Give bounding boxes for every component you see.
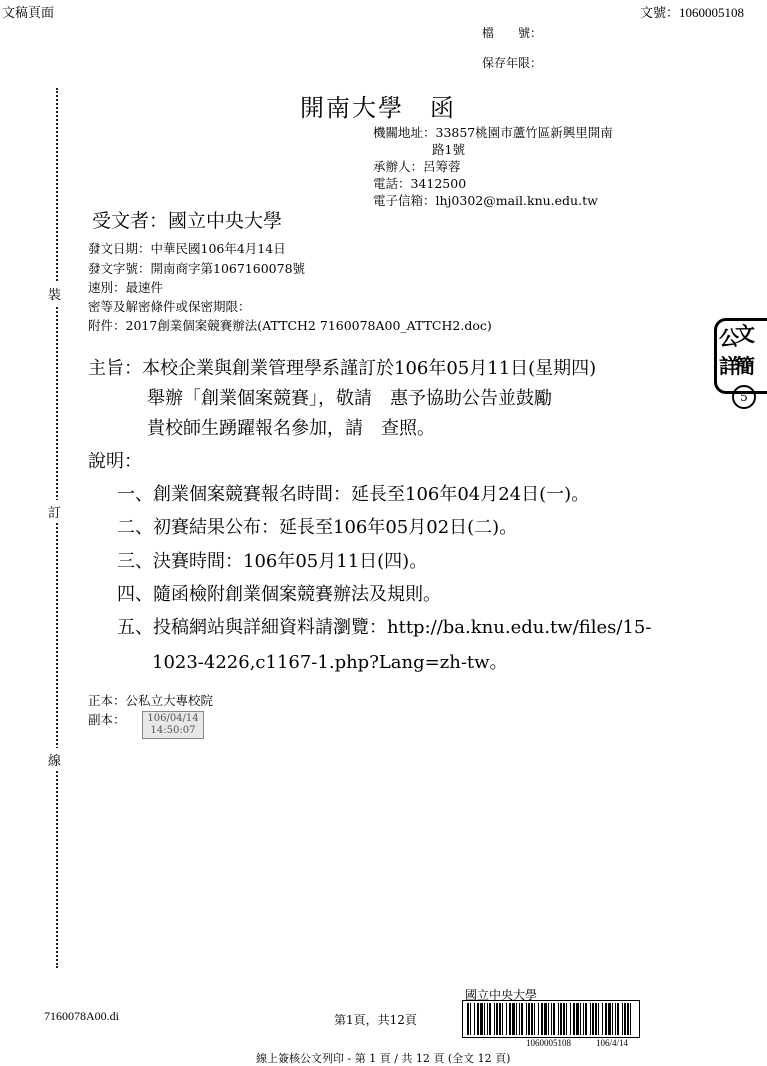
- document-number: 文號：1060005108: [639, 5, 744, 20]
- document-view-label: 文稿頁面: [2, 6, 55, 21]
- secrecy-level: 密等及解密條件或保密期限：: [88, 299, 251, 314]
- timestamp-stamp: [142, 711, 204, 739]
- barcode-number: 1060005108: [526, 1038, 571, 1048]
- subject-line2: 舉辦「創業個案競賽」，敬請 惠予協助公告並鼓勵: [147, 388, 552, 409]
- sender-address-line2: 路1號: [432, 142, 465, 157]
- timestamp-time: 14:50:07: [150, 725, 196, 736]
- stamp-number: 5: [732, 385, 756, 409]
- barcode-bars: [463, 1001, 639, 1037]
- subject-line1: 主旨：本校企業與創業管理學系謹訂於106年05月11日(星期四): [88, 358, 597, 379]
- explanation-item-3: 三、決賽時間：106年05月11日(四)。: [117, 551, 428, 572]
- stamp-char-gong: 公: [719, 326, 739, 350]
- letter-title: 開南大學 函: [300, 94, 456, 122]
- timestamp-date: 106/04/14: [147, 713, 199, 724]
- recipient: 受文者：國立中央大學: [92, 210, 283, 232]
- attachment: 附件：2017創業個案競賽辦法(ATTCH2 7160078A00_ATTCH2.doc): [88, 318, 492, 333]
- delivery-speed: 速別：最速件: [88, 280, 164, 295]
- sender-email: 電子信箱：lhj0302@mail.knu.edu.tw: [373, 193, 598, 208]
- main-recipient: 正本：公私立大專校院: [88, 693, 214, 708]
- stamp-char-wen: 文: [735, 322, 755, 346]
- explanation-item-5: 五、投稿網站與詳細資料請瀏覽：http://ba.knu.edu.tw/files/15-: [117, 617, 652, 638]
- subject-line3: 貴校師生踴躍報名參加，請 查照。: [147, 418, 435, 439]
- issue-date: 發文日期：中華民國106年4月14日: [88, 241, 286, 256]
- issue-number: 發文字號：開南商字第1067160078號: [88, 261, 306, 276]
- sender-address-line1: 機關地址：33857桃園市蘆竹區新興里開南: [373, 125, 613, 140]
- explanation-item-5-continued: 1023-4226,c1167-1.php?Lang=zh-tw。: [152, 652, 508, 673]
- file-number-label: 檔 號：: [482, 26, 543, 40]
- sender-handler: 承辦人：呂筹蓉: [373, 159, 461, 174]
- explanation-item-2: 二、初賽結果公布：延長至106年05月02日(二)。: [117, 517, 518, 538]
- explanation-item-1: 一、創業個案競賽報名時間：延長至106年04月24日(一)。: [117, 484, 590, 505]
- receiver-label: 國立中央大學: [465, 988, 538, 1002]
- explanation-item-4: 四、隨函檢附創業個案競賽辦法及規則。: [117, 584, 441, 605]
- print-footer: 線上簽核公文列印 - 第 1 頁 / 共 12 頁 (全文 12 頁): [256, 1052, 511, 1065]
- stamp-char-xiang: 詳: [719, 354, 739, 378]
- barcode-date: 106/4/14: [596, 1038, 629, 1048]
- file-code: 7160078A00.di: [44, 1009, 119, 1023]
- page-indicator: 第1頁，共12頁: [334, 1013, 417, 1027]
- barcode: [462, 1000, 640, 1038]
- explanation-heading: 說明：: [88, 451, 142, 472]
- retention-period-label: 保存年限：: [482, 56, 543, 70]
- cc-label: 副本：: [88, 712, 126, 727]
- binding-mark-ding: 訂: [48, 500, 61, 523]
- binding-mark-zhuang: 裝: [48, 282, 61, 305]
- binding-line: [56, 88, 58, 968]
- stamp-char-jian: 簡: [735, 354, 755, 378]
- binding-mark-xian: 線: [48, 748, 61, 771]
- sender-phone: 電話：3412500: [373, 176, 467, 191]
